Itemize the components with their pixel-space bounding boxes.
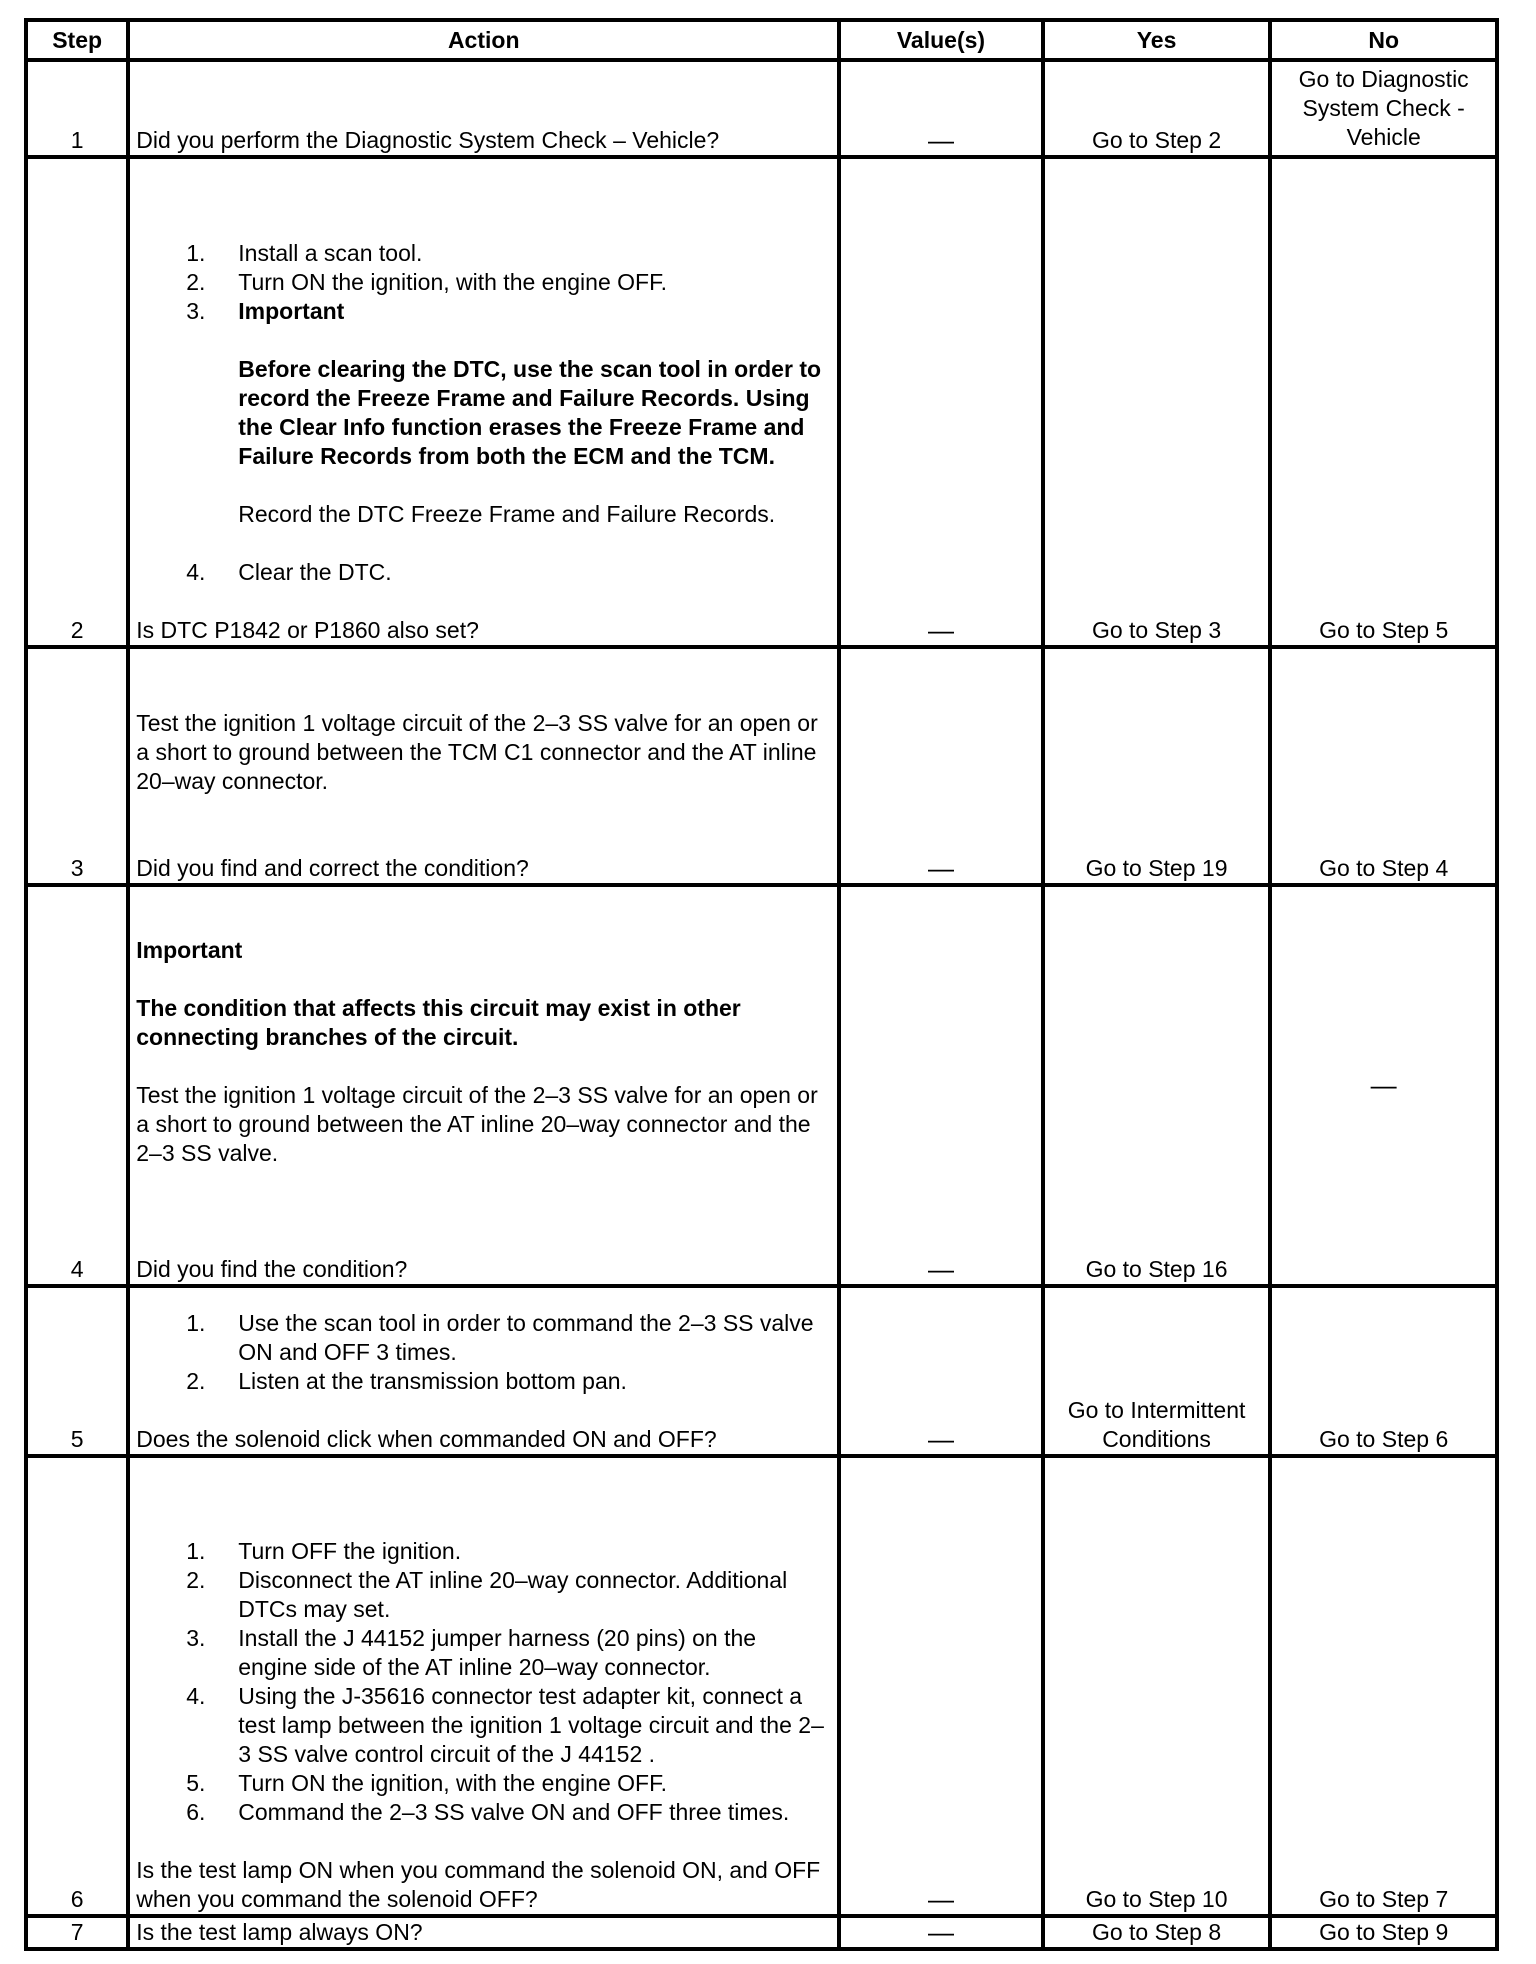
yes-cell: Go to Intermittent Conditions — [1043, 1286, 1271, 1456]
question-text: Is the test lamp always ON? — [136, 1919, 423, 1945]
value-cell: — — [839, 1286, 1043, 1456]
item-text: Using the J-35616 connector test adapter kit, connect a test lamp between the ignition 1 voltage circuit and the 2–3 SS valve control circuit of the J 44152 . — [238, 1683, 824, 1767]
diagnostic-table — [24, 18, 1499, 1951]
item-text: Turn OFF the ignition. — [238, 1538, 462, 1564]
item-text: Install a scan tool. — [238, 240, 423, 266]
action-cell — [128, 157, 839, 647]
procedure-list — [136, 1309, 831, 1396]
item-text: Command the 2–3 SS valve ON and OFF three times. — [238, 1799, 790, 1825]
question-text: Did you find the condition? — [136, 1256, 408, 1282]
table-row — [26, 647, 1497, 885]
list-item — [136, 1682, 831, 1769]
item-number: 1. — [186, 1538, 206, 1564]
table-row — [26, 60, 1497, 157]
procedure-list — [136, 239, 831, 326]
action-cell — [128, 647, 839, 885]
step-number: 7 — [26, 1916, 128, 1949]
list-item — [136, 1367, 831, 1396]
action-cell — [128, 885, 839, 1286]
item-text: Turn ON the ignition, with the engine OFF. — [238, 269, 667, 295]
yes-cell: Go to Step 10 — [1043, 1456, 1271, 1916]
header-no: No — [1270, 20, 1497, 60]
procedure-list — [136, 558, 831, 587]
item-number: 3. — [186, 298, 206, 324]
item-number: 2. — [186, 1567, 206, 1593]
value-cell: — — [839, 885, 1043, 1286]
table-row — [26, 885, 1497, 1286]
item-number: 1. — [186, 1310, 206, 1336]
list-item — [136, 239, 831, 268]
question-text: Is the test lamp ON when you command the solenoid ON, and OFF when you command the solenoid OFF? — [136, 1857, 821, 1912]
list-item — [136, 1537, 831, 1566]
item-text: Turn ON the ignition, with the engine OFF. — [238, 1770, 667, 1796]
question-text: Is DTC P1842 or P1860 also set? — [136, 617, 479, 643]
yes-cell: Go to Step 19 — [1043, 647, 1271, 885]
item-number: 1. — [186, 240, 206, 266]
no-cell: Go to Step 7 — [1270, 1456, 1497, 1916]
item-number: 2. — [186, 1368, 206, 1394]
yes-cell: Go to Step 2 — [1043, 60, 1271, 157]
yes-cell: Go to Step 8 — [1043, 1916, 1271, 1949]
value-cell: — — [839, 647, 1043, 885]
item-number: 5. — [186, 1770, 206, 1796]
no-cell: Go to Step 6 — [1270, 1286, 1497, 1456]
item-text: Clear the DTC. — [238, 559, 392, 585]
table-row — [26, 1456, 1497, 1916]
step-number: 1 — [26, 60, 128, 157]
record-text: Record the DTC Freeze Frame and Failure Records. — [238, 501, 776, 527]
item-text: Disconnect the AT inline 20–way connector. Additional DTCs may set. — [238, 1567, 788, 1622]
yes-cell: Go to Step 16 — [1043, 885, 1271, 1286]
important-label: Important — [238, 298, 345, 324]
action-cell — [128, 60, 839, 157]
list-item — [136, 558, 831, 587]
header-yes: Yes — [1043, 20, 1271, 60]
item-number: 4. — [186, 559, 206, 585]
value-cell: — — [839, 60, 1043, 157]
no-cell: Go to Step 4 — [1270, 647, 1497, 885]
instruction-text: Test the ignition 1 voltage circuit of the 2–3 SS valve for an open or a short to ground between the AT inline 20–way connector and the 2–3 SS valve. — [136, 1082, 818, 1166]
question-text: Did you find and correct the condition? — [136, 855, 529, 881]
step-number: 3 — [26, 647, 128, 885]
list-item — [136, 297, 831, 326]
list-item — [136, 1798, 831, 1827]
table-row — [26, 1286, 1497, 1456]
header-action: Action — [128, 20, 839, 60]
step-number: 6 — [26, 1456, 128, 1916]
item-number: 3. — [186, 1625, 206, 1651]
value-cell: — — [839, 157, 1043, 647]
item-text: Use the scan tool in order to command the 2–3 SS valve ON and OFF 3 times. — [238, 1310, 814, 1365]
list-item — [136, 1769, 831, 1798]
list-item — [136, 1566, 831, 1624]
header-values: Value(s) — [839, 20, 1043, 60]
no-cell: — — [1270, 885, 1497, 1286]
table-row — [26, 157, 1497, 647]
list-item — [136, 268, 831, 297]
table-row — [26, 1916, 1497, 1949]
item-text: Listen at the transmission bottom pan. — [238, 1368, 627, 1394]
header-step: Step — [26, 20, 128, 60]
action-cell — [128, 1286, 839, 1456]
important-note: Before clearing the DTC, use the scan tool in order to record the Freeze Frame and Failure Records. Using the Clear Info function erases the Freeze Frame and Failure Records from both the ECM and the TCM. — [238, 356, 822, 469]
item-text: Install the J 44152 jumper harness (20 pins) on the engine side of the AT inline 20–way connector. — [238, 1625, 757, 1680]
yes-cell: Go to Step 3 — [1043, 157, 1271, 647]
item-number: 2. — [186, 269, 206, 295]
list-item — [136, 1309, 831, 1367]
no-cell: Go to Step 9 — [1270, 1916, 1497, 1949]
action-cell — [128, 1916, 839, 1949]
list-item — [136, 1624, 831, 1682]
value-cell: — — [839, 1916, 1043, 1949]
important-label: Important — [136, 937, 243, 963]
value-cell: — — [839, 1456, 1043, 1916]
procedure-list — [136, 1537, 831, 1827]
question-text: Does the solenoid click when commanded ON and OFF? — [136, 1426, 717, 1452]
question-text: Did you perform the Diagnostic System Check – Vehicle? — [136, 127, 720, 153]
item-number: 6. — [186, 1799, 206, 1825]
step-number: 2 — [26, 157, 128, 647]
instruction-text: Test the ignition 1 voltage circuit of the 2–3 SS valve for an open or a short to ground between the TCM C1 connector and the AT inline 20–way connector. — [136, 710, 818, 794]
important-note: The condition that affects this circuit may exist in other connecting branches of the circuit. — [136, 995, 741, 1050]
no-cell: Go to Step 5 — [1270, 157, 1497, 647]
action-cell — [128, 1456, 839, 1916]
step-number: 5 — [26, 1286, 128, 1456]
item-number: 4. — [186, 1683, 206, 1709]
no-cell: Go to Diagnostic System Check - Vehicle — [1270, 60, 1497, 157]
step-number: 4 — [26, 885, 128, 1286]
header-row — [26, 20, 1497, 60]
